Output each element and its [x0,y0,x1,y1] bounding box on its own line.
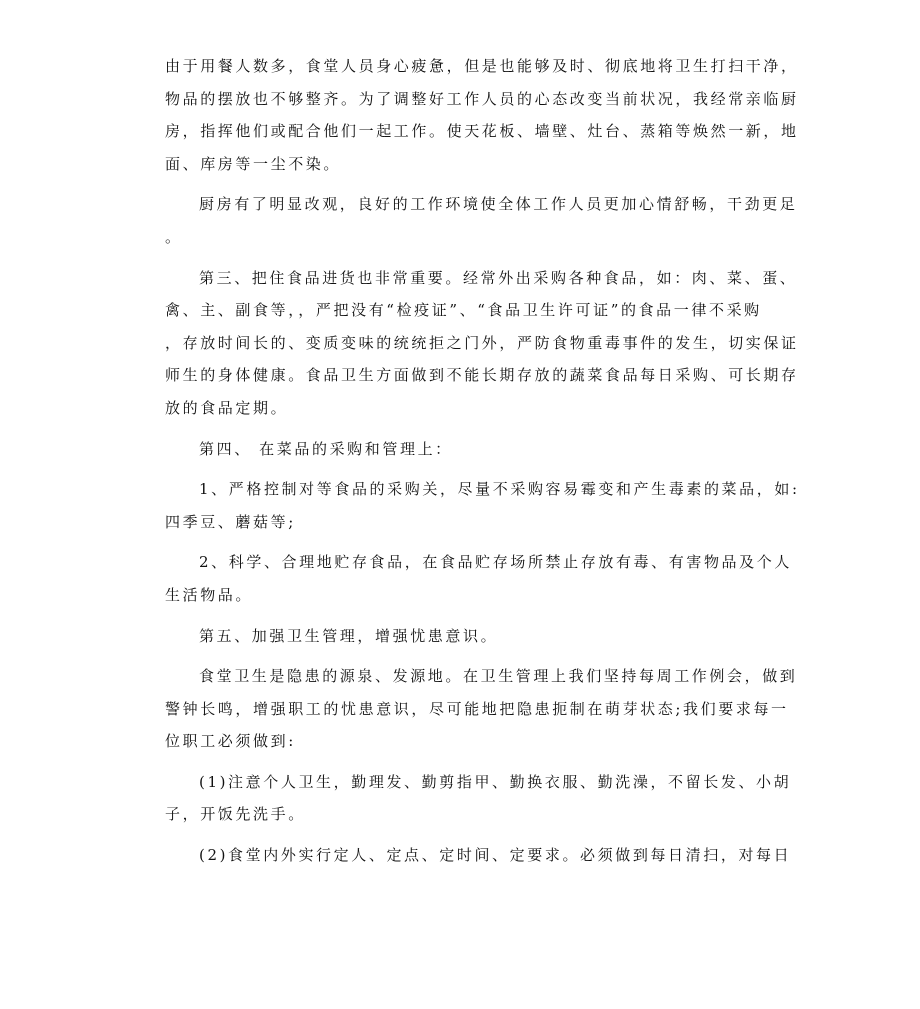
text-line: 。 [165,227,183,246]
text-line: 厨房有了明显改观，良好的工作环境使全体工作人员更加心情舒畅，干劲更足 [199,195,798,214]
text-line: 放的食品定期。 [165,398,289,417]
paragraph [165,620,757,653]
text-line: 面、库房等一尘不染。 [165,154,342,173]
paragraph [165,188,798,253]
text-line: 师生的身体健康。食品卫生方面做到不能长期存放的蔬菜食品每日采购、可长期存 [165,366,799,385]
text-line: 警钟长鸣，增强职工的忧患意识，尽可能地把隐患扼制在萌芽状态;我们要求每一 [165,699,789,718]
text-line: 房，指挥他们或配合他们一起工作。使天花板、墙壁、灶台、蒸箱等焕然一新，地 [165,122,799,141]
text-line: 物品的摆放也不够整齐。为了调整好工作人员的心态改变当前状况，我经常亲临厨 [165,89,799,108]
text-line: (2)食堂内外实行定人、定点、定时间、定要求。必须做到每日清扫，对每日 [199,846,792,865]
text-line: 第五、加强卫生管理，增强忧患意识。 [199,626,499,645]
text-line: 四季豆、蘑菇等; [165,512,296,531]
text-line: 食堂卫生是隐患的源泉、发源地。在卫生管理上我们坚持每周工作例会，做到 [199,667,798,686]
text-line: (1)注意个人卫生，勤理发、勤剪指甲、勤换衣服、勤洗澡，不留长发、小胡 [199,772,792,791]
text-line: 由于用餐人数多，食堂人员身心疲惫，但是也能够及时、彻底地将卫生打扫干净， [165,57,799,75]
paragraph [165,766,792,831]
document-page [165,50,800,880]
paragraph [165,839,792,872]
paragraph [165,473,800,538]
text-line: 第三、把住食品进货也非常重要。经常外出采购各种食品，如：肉、菜、蛋、 [199,268,798,287]
text-line: ，存放时间长的、变质变味的统统拒之门外，严防食物重毒事件的发生，切实保证 [165,333,799,352]
text-line: 子，开饭先洗手。 [165,805,306,824]
paragraph [165,433,757,466]
text-line: 第四、 在菜品的采购和管理上： [199,439,453,458]
paragraph [165,262,799,425]
text-line: 1、严格控制对等食品的采购关，尽量不采购容易霉变和产生毒素的菜品，如: [199,480,800,499]
text-line: 禽、主、副食等，，严把没有“检疫证”、“食品卫生许可证”的食品一律不采购 [165,301,762,320]
text-line: 2、科学、合理地贮存食品，在食品贮存场所禁止存放有毒、有害物品及个人 [199,553,792,572]
paragraph [165,660,798,758]
text-line: 生活物品。 [165,585,254,604]
text-line: 位职工必须做到: [165,732,296,751]
paragraph [165,50,799,180]
paragraph [165,546,792,611]
